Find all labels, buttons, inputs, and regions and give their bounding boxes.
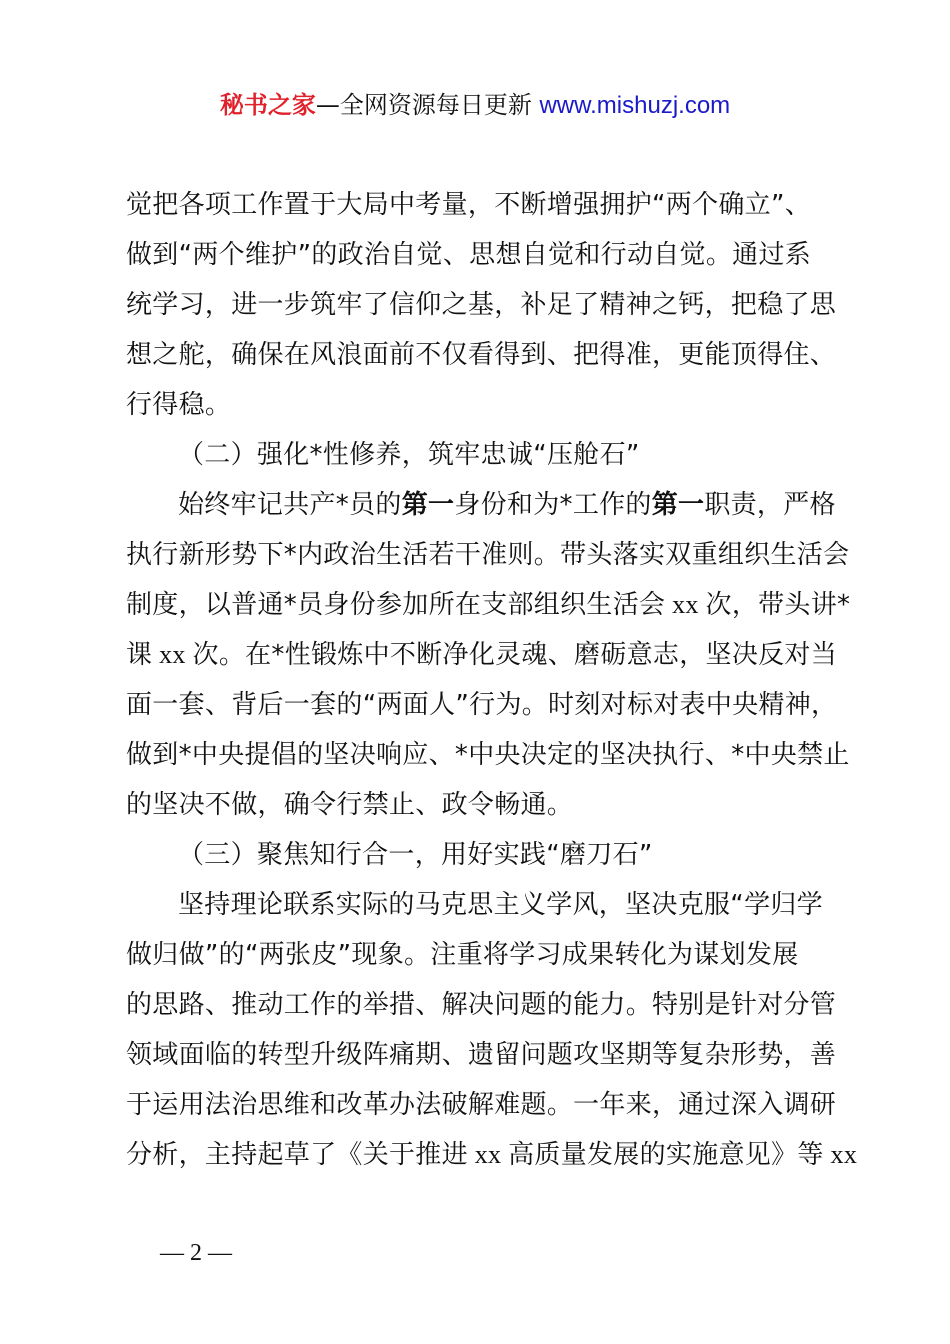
body-line: 领域面临的转型升级阵痛期、遗留问题攻坚期等复杂形势，善	[126, 1040, 837, 1070]
body-line: 统学习，进一步筑牢了信仰之基，补足了精神之钙，把稳了思	[126, 290, 837, 320]
text-run: 分析，主持起草了《关于推进	[126, 1140, 468, 1170]
body-line: 执行新形势下*内政治生活若干准则。带头落实双重组织生活会	[126, 540, 850, 570]
body-line: 觉把各项工作置于大局中考量，不断增强拥护“两个确立”、	[126, 190, 812, 220]
body-line: 做到*中央提倡的坚决响应、*中央决定的坚决执行、*中央禁止	[126, 740, 850, 770]
page-header	[0, 88, 950, 123]
body-line: 的坚决不做，确令行禁止、政令畅通。	[126, 790, 574, 820]
body-line: 想之舵，确保在风浪面前不仅看得到、把得准，更能顶得住、	[126, 340, 837, 370]
text-run: 次，带头讲*	[705, 590, 851, 620]
placeholder-count: xx	[152, 640, 193, 669]
site-url-link[interactable]: www.mishuzj.com	[539, 92, 731, 119]
body-line	[126, 480, 836, 530]
text-run: 身份和为*工作的	[454, 490, 652, 520]
text-run: 课	[126, 640, 153, 670]
placeholder-count: xx	[467, 1140, 509, 1169]
placeholder-count: xx	[823, 1140, 858, 1169]
body-line: 面一套、背后一套的“两面人”行为。时刻对标对表中央精神，	[126, 690, 838, 720]
body-line: 做归做”的“两张皮”现象。注重将学习成果转化为谋划发展	[126, 940, 799, 970]
section-heading-3: （三）聚焦知行合一，用好实践“磨刀石”	[178, 840, 653, 870]
bold-text: 第一	[651, 490, 705, 520]
placeholder-count: xx	[665, 590, 706, 619]
page-number: — 2 —	[160, 1240, 232, 1266]
section-heading-2: （二）强化*性修养，筑牢忠诚“压舱石”	[178, 440, 640, 470]
text-run: 高质量发展的实施意见》等	[508, 1140, 824, 1170]
body-line	[126, 580, 851, 630]
text-run: 始终牢记共产*员的	[178, 490, 402, 520]
body-line: 做到“两个维护”的政治自觉、思想自觉和行动自觉。通过系	[126, 240, 812, 270]
brand-name: 秘书之家	[219, 91, 316, 119]
body-line	[126, 630, 838, 680]
text-run: 职责，严格	[704, 490, 836, 520]
body-line	[126, 1130, 858, 1180]
header-tagline: —全网资源每日更新	[315, 91, 540, 119]
body-line: 坚持理论联系实际的马克思主义学风，坚决克服“学归学	[178, 890, 823, 920]
text-run: 次。在*性锻炼中不断净化灵魂、磨砺意志，坚决反对当	[192, 640, 838, 670]
text-run: 制度，以普通*员身份参加所在支部组织生活会	[126, 590, 666, 620]
document-body	[126, 180, 858, 1180]
body-line: 于运用法治思维和改革办法破解难题。一年来，通过深入调研	[126, 1090, 837, 1120]
body-line: 的思路、推动工作的举措、解决问题的能力。特别是针对分管	[126, 990, 837, 1020]
body-line: 行得稳。	[126, 390, 232, 420]
bold-text: 第一	[401, 490, 455, 520]
